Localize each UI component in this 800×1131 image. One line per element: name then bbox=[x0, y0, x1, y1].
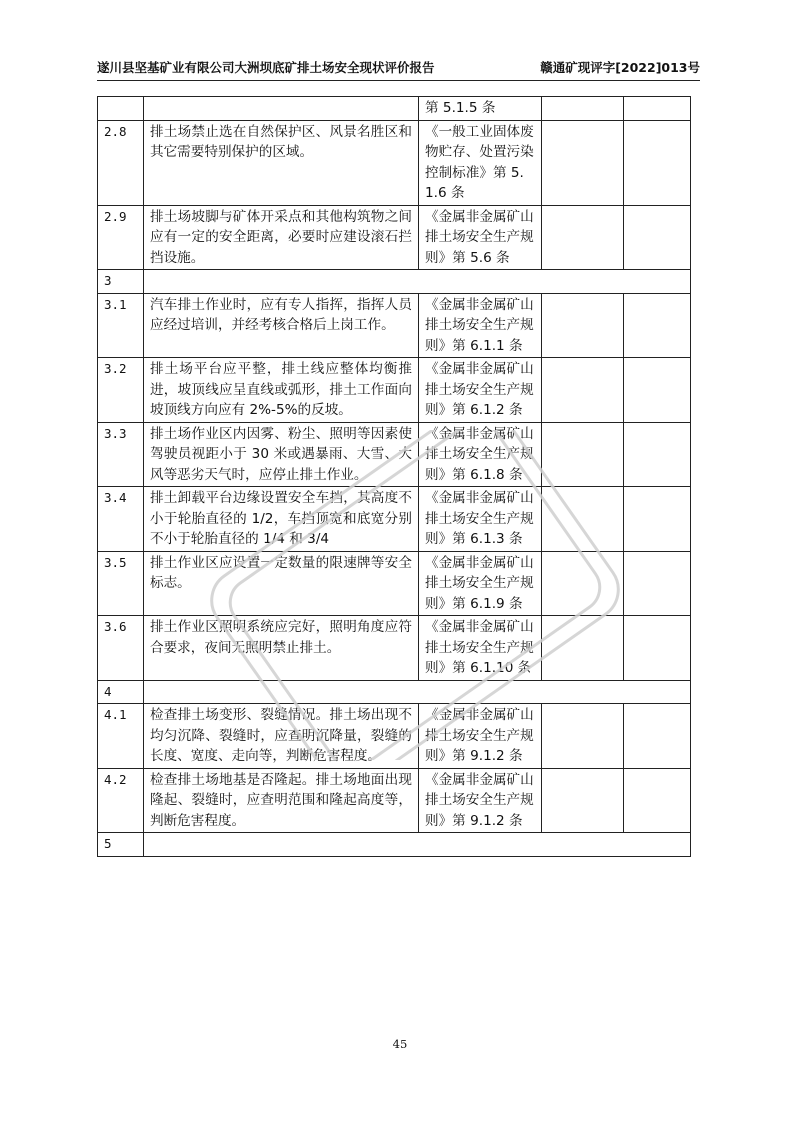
item-number: 3.6 bbox=[98, 616, 144, 681]
regulation-basis: 《金属非金属矿山排土场安全生产规则》第 6.1.8 条 bbox=[419, 422, 542, 487]
remark-cell bbox=[624, 551, 691, 616]
section-number: 3 bbox=[98, 270, 144, 294]
table-row bbox=[98, 205, 691, 270]
regulation-basis: 《金属非金属矿山排土场安全生产规则》第 6.1.3 条 bbox=[419, 487, 542, 552]
item-number: 2.8 bbox=[98, 120, 144, 205]
table-row bbox=[98, 120, 691, 205]
remark-cell bbox=[624, 422, 691, 487]
item-number bbox=[98, 97, 144, 121]
check-result-cell bbox=[542, 293, 624, 358]
requirement-text: 排土卸载平台边缘设置安全车挡，其高度不小于轮胎直径的 1/2，车挡顶宽和底宽分别不小于轮胎直径的 1/4 和 3/4 bbox=[144, 487, 419, 552]
table-row bbox=[98, 616, 691, 681]
requirement-text: 检查排土场地基是否隆起。排土场地面出现隆起、裂缝时，应查明范围和隆起高度等，判断危害程度。 bbox=[144, 768, 419, 833]
remark-cell bbox=[624, 768, 691, 833]
check-result-cell bbox=[542, 487, 624, 552]
regulation-basis: 《金属非金属矿山排土场安全生产规则》第 9.1.2 条 bbox=[419, 768, 542, 833]
remark-cell bbox=[624, 358, 691, 423]
item-number: 3.2 bbox=[98, 358, 144, 423]
regulation-basis: 《金属非金属矿山排土场安全生产规则》第 5.6 条 bbox=[419, 205, 542, 270]
section-row bbox=[98, 680, 691, 704]
regulation-basis: 《金属非金属矿山排土场安全生产规则》第 6.1.9 条 bbox=[419, 551, 542, 616]
regulation-basis: 《金属非金属矿山排土场安全生产规则》第 6.1.1 条 bbox=[419, 293, 542, 358]
remark-cell bbox=[624, 616, 691, 681]
requirement-text: 排土作业区应设置一定数量的限速牌等安全标志。 bbox=[144, 551, 419, 616]
check-result-cell bbox=[542, 616, 624, 681]
regulation-basis: 《一般工业固体废物贮存、处置污染控制标准》第 5.1.6 条 bbox=[419, 120, 542, 205]
requirement-text: 排土场坡脚与矿体开采点和其他构筑物之间应有一定的安全距离，必要时应建设滚石拦挡设施。 bbox=[144, 205, 419, 270]
check-result-cell bbox=[542, 205, 624, 270]
table-row bbox=[98, 97, 691, 121]
section-row bbox=[98, 270, 691, 294]
item-number: 4.2 bbox=[98, 768, 144, 833]
requirement-text: 排土场禁止选在自然保护区、风景名胜区和其它需要特别保护的区域。 bbox=[144, 120, 419, 205]
table-row bbox=[98, 551, 691, 616]
section-title bbox=[144, 680, 691, 704]
section-title bbox=[144, 270, 691, 294]
page-header bbox=[97, 52, 700, 81]
check-result-cell bbox=[542, 768, 624, 833]
item-number: 3.3 bbox=[98, 422, 144, 487]
remark-cell bbox=[624, 97, 691, 121]
checklist-body bbox=[98, 97, 691, 857]
table-row bbox=[98, 358, 691, 423]
check-result-cell bbox=[542, 97, 624, 121]
regulation-basis: 第 5.1.5 条 bbox=[419, 97, 542, 121]
table-row bbox=[98, 293, 691, 358]
check-result-cell bbox=[542, 551, 624, 616]
remark-cell bbox=[624, 293, 691, 358]
page-number: 45 bbox=[392, 1037, 408, 1051]
regulation-basis: 《金属非金属矿山排土场安全生产规则》第 9.1.2 条 bbox=[419, 704, 542, 769]
check-result-cell bbox=[542, 120, 624, 205]
table-row bbox=[98, 422, 691, 487]
requirement-text: 排土场作业区内因雾、粉尘、照明等因素使驾驶员视距小于 30 米或遇暴雨、大雪、大风等恶劣天气时，应停止排土作业。 bbox=[144, 422, 419, 487]
remark-cell bbox=[624, 205, 691, 270]
safety-checklist-table bbox=[97, 96, 691, 857]
section-number: 5 bbox=[98, 833, 144, 857]
item-number: 3.1 bbox=[98, 293, 144, 358]
check-result-cell bbox=[542, 422, 624, 487]
section-title bbox=[144, 833, 691, 857]
remark-cell bbox=[624, 120, 691, 205]
requirement-text: 排土场平台应平整，排土线应整体均衡推进，坡顶线应呈直线或弧形，排土工作面向坡顶线方向应有 2%-5%的反坡。 bbox=[144, 358, 419, 423]
requirement-text: 检查排土场变形、裂缝情况。排土场出现不均匀沉降、裂缝时，应查明沉降量，裂缝的长度、宽度、走向等，判断危害程度。 bbox=[144, 704, 419, 769]
check-result-cell bbox=[542, 704, 624, 769]
report-title: 遂川县坚基矿业有限公司大洲坝底矿排土场安全现状评价报告 bbox=[97, 60, 435, 75]
item-number: 4.1 bbox=[98, 704, 144, 769]
requirement-text bbox=[144, 97, 419, 121]
check-result-cell bbox=[542, 358, 624, 423]
item-number: 3.5 bbox=[98, 551, 144, 616]
item-number: 2.9 bbox=[98, 205, 144, 270]
table-row bbox=[98, 487, 691, 552]
table-row bbox=[98, 768, 691, 833]
regulation-basis: 《金属非金属矿山排土场安全生产规则》第 6.1.2 条 bbox=[419, 358, 542, 423]
regulation-basis: 《金属非金属矿山排土场安全生产规则》第 6.1.10 条 bbox=[419, 616, 542, 681]
report-number: 赣通矿现评字[2022]013号 bbox=[540, 60, 700, 75]
remark-cell bbox=[624, 487, 691, 552]
section-row bbox=[98, 833, 691, 857]
item-number: 3.4 bbox=[98, 487, 144, 552]
remark-cell bbox=[624, 704, 691, 769]
requirement-text: 汽车排土作业时，应有专人指挥，指挥人员应经过培训，并经考核合格后上岗工作。 bbox=[144, 293, 419, 358]
table-row bbox=[98, 704, 691, 769]
section-number: 4 bbox=[98, 680, 144, 704]
requirement-text: 排土作业区照明系统应完好，照明角度应符合要求，夜间无照明禁止排土。 bbox=[144, 616, 419, 681]
